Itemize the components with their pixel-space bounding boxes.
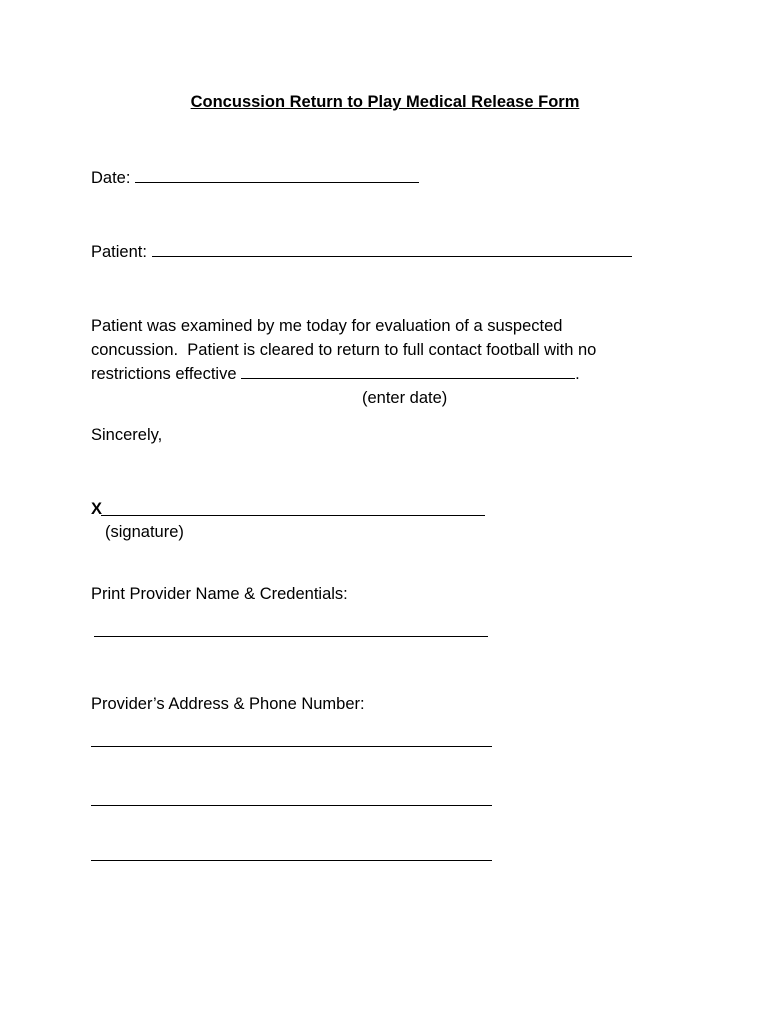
date-field[interactable]: [135, 168, 419, 183]
restrictions-effective-label: restrictions effective: [91, 365, 237, 383]
patient-label: Patient:: [91, 243, 147, 261]
patient-row: [91, 242, 632, 262]
enter-date-hint: (enter date): [362, 389, 448, 407]
body-line-2: concussion. Patient is cleared to return to full contact football with no: [91, 341, 597, 359]
period: .: [575, 365, 580, 383]
provider-name-label: Print Provider Name & Credentials:: [91, 585, 348, 603]
signature-hint: (signature): [105, 523, 184, 541]
effective-date-field[interactable]: [241, 364, 575, 379]
signature-field[interactable]: [101, 515, 485, 516]
provider-address-field-1[interactable]: [91, 746, 492, 747]
form-title: Concussion Return to Play Medical Release Form: [190, 93, 580, 111]
date-row: [91, 168, 419, 188]
signature-x-mark: X: [91, 500, 103, 518]
provider-address-label: Provider’s Address & Phone Number:: [91, 695, 365, 713]
body-line-3: [91, 364, 580, 384]
closing: Sincerely,: [91, 426, 163, 444]
provider-name-field[interactable]: [94, 636, 488, 637]
patient-field[interactable]: [152, 242, 632, 257]
date-label: Date:: [91, 169, 131, 187]
body-line-1: Patient was examined by me today for evaluation of a suspected: [91, 317, 563, 335]
provider-phone-field[interactable]: [91, 860, 492, 861]
provider-address-field-2[interactable]: [91, 805, 492, 806]
